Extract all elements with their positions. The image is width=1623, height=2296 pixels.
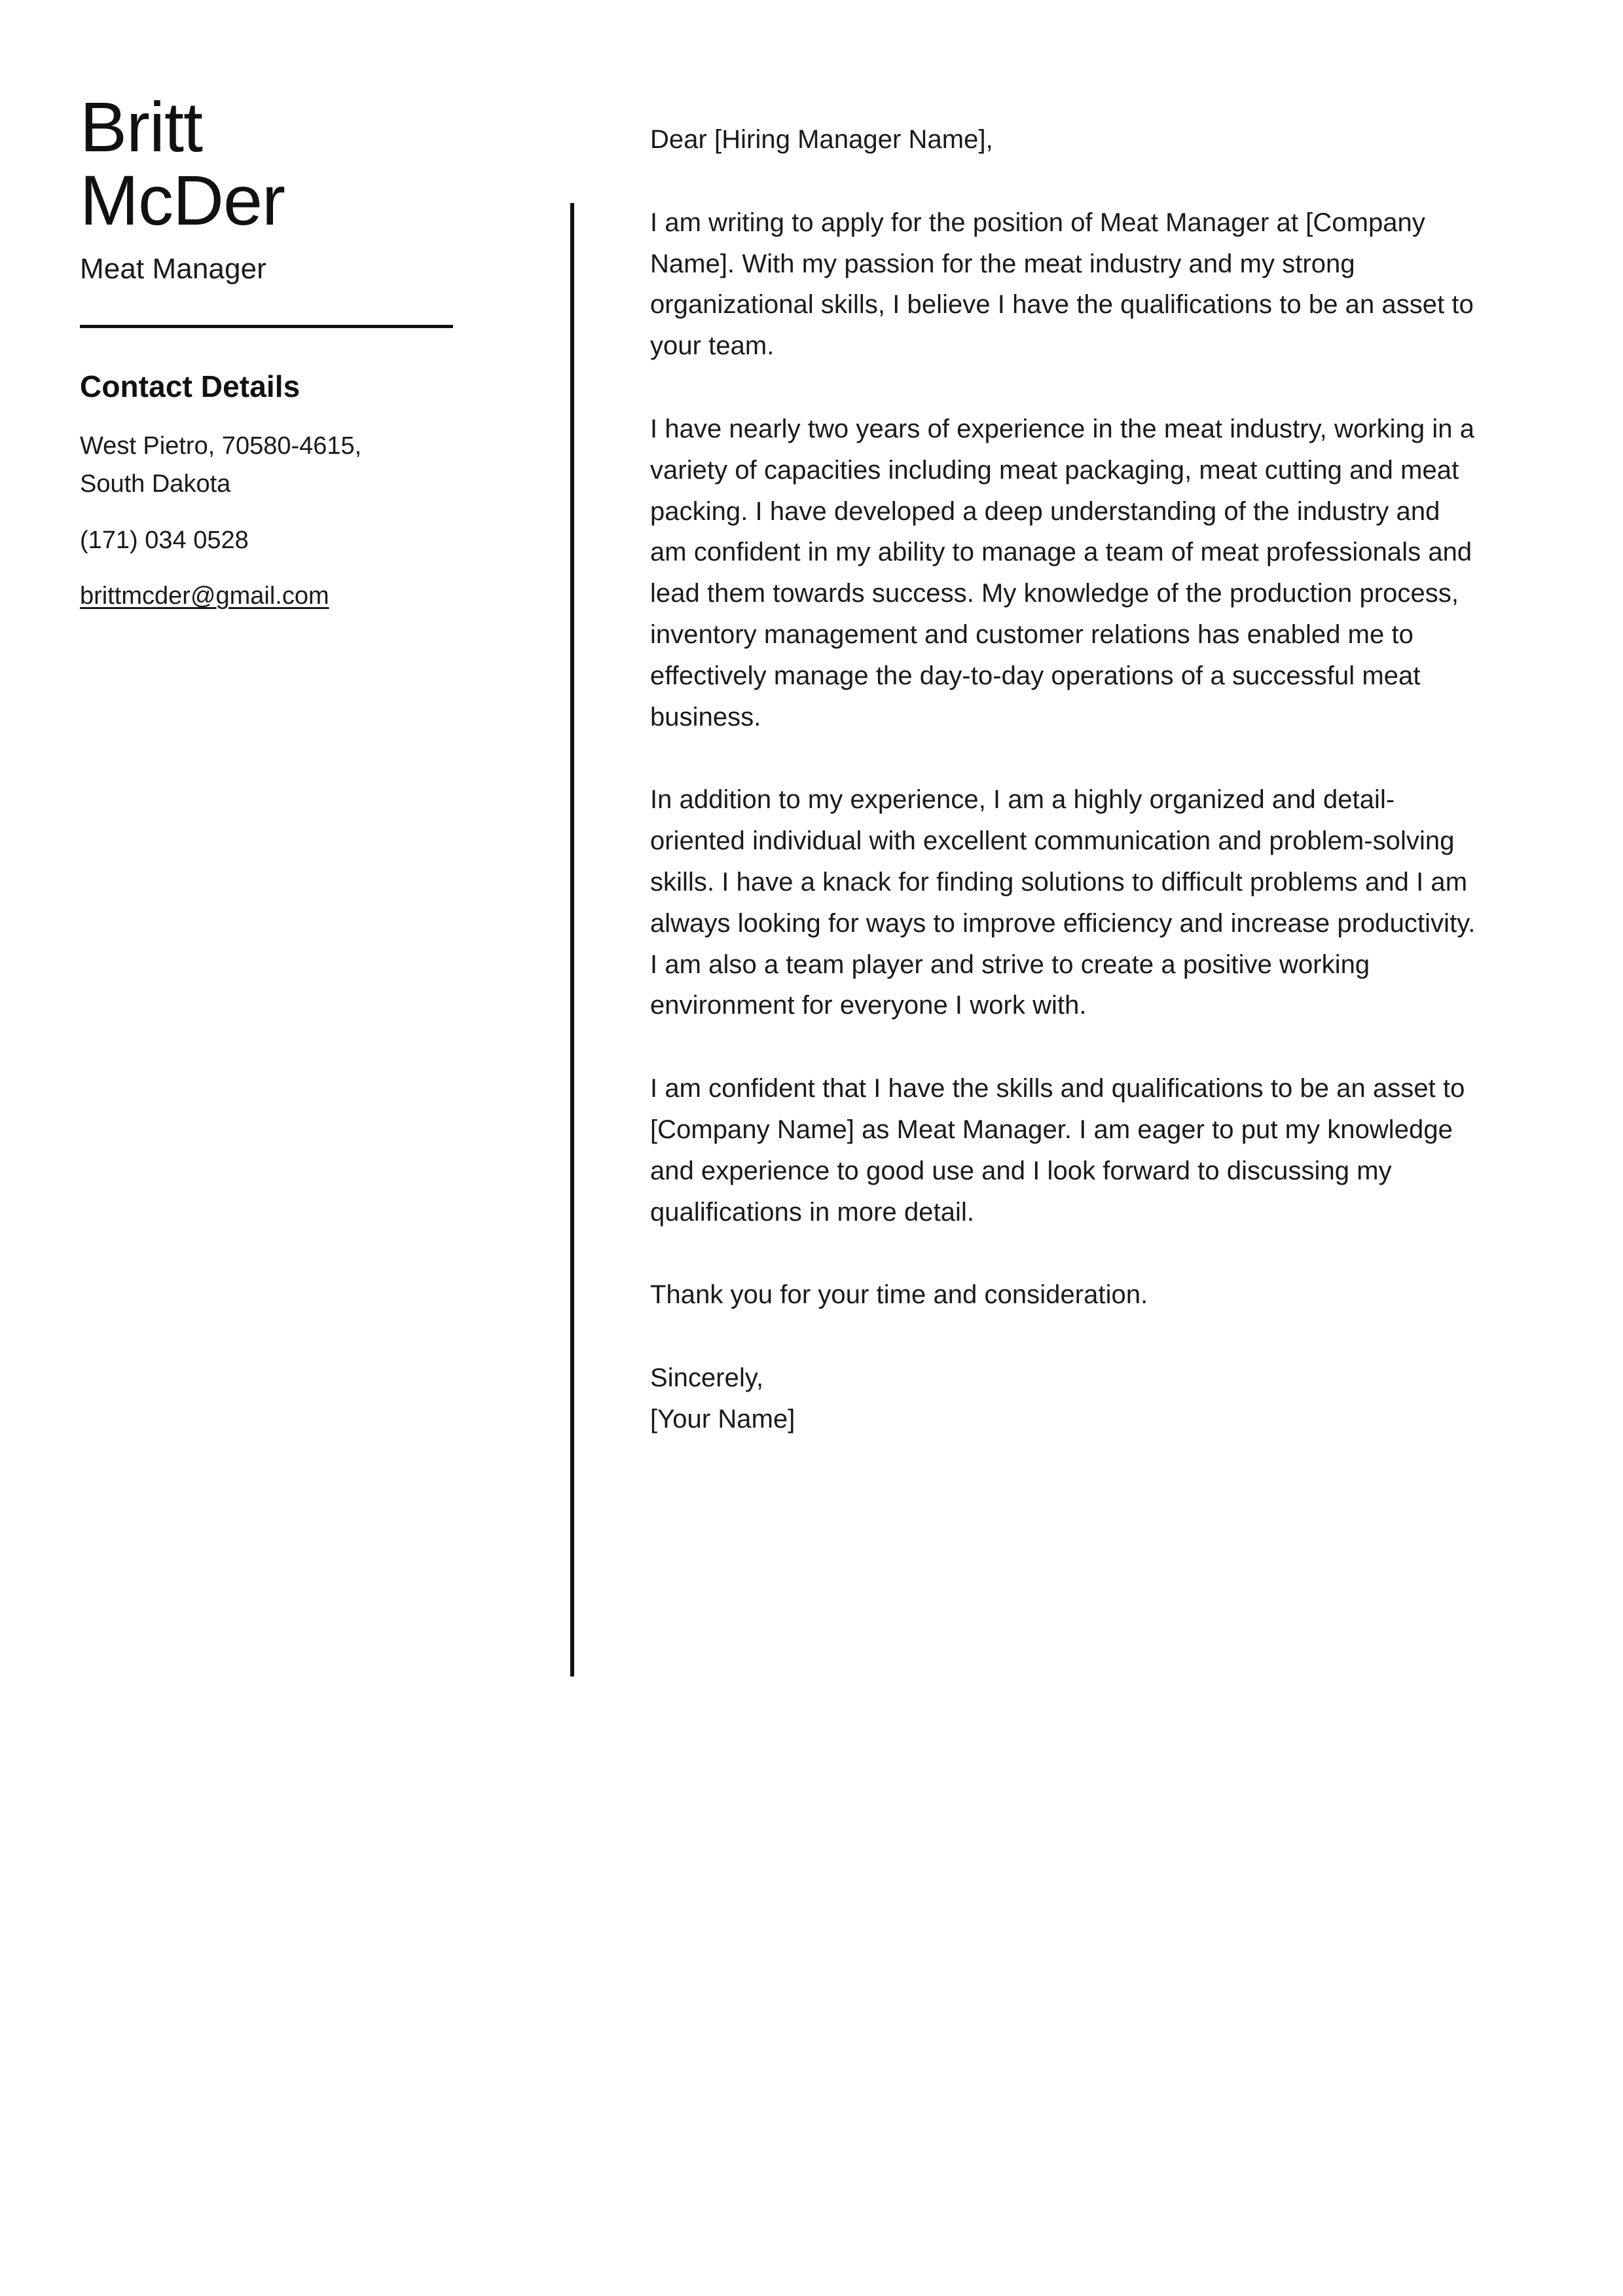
letter-paragraph-3: In addition to my experience, I am a highly organized and detail-oriented individual with excellent communication and problem-solving skills. I have a knack for finding solutions to difficult problems and I am always looking for ways to improve efficiency and increase productivity. I am also a team player and strive to create a positive working environment for everyone I work with.	[650, 785, 1476, 1020]
contact-address	[80, 428, 486, 504]
candidate-job-title: Meat Manager	[80, 253, 266, 285]
candidate-last-name: McDer	[80, 160, 285, 240]
letter-salutation: Dear [Hiring Manager Name],	[650, 125, 993, 154]
contact-details-heading: Contact Details	[80, 369, 301, 403]
letter-closing: Sincerely,	[650, 1363, 764, 1393]
contact-address-line-1: West Pietro, 70580-4615,	[80, 432, 362, 460]
vertical-divider	[570, 203, 574, 1676]
contact-details-list	[80, 428, 486, 616]
candidate-first-name: Britt	[80, 87, 203, 166]
sidebar-divider-rule	[80, 325, 453, 328]
letter-paragraph-4: I am confident that I have the skills and qualifications to be an asset to [Company Name] as Meat Manager. I am eager to put my knowledge and experience to good use and I look forward to discussing my qualifications in more detail.	[650, 1074, 1465, 1227]
letter-body	[650, 119, 1482, 1440]
contact-email-link[interactable]: brittmcder@gmail.com	[80, 582, 329, 610]
letter-thank-you: Thank you for your time and consideration.	[650, 1280, 1148, 1310]
letter-paragraph-2: I have nearly two years of experience in the meat industry, working in a variety of capacities including meat packaging, meat cutting and meat packing. I have developed a deep understanding of the industry and am confident in my ability to manage a team of meat professionals and lead them towards success. My knowledge of the production process, inventory management and customer relations has enabled me to effectively manage the day-to-day operations of a successful meat business.	[650, 414, 1475, 731]
contact-phone: (171) 034 0528	[80, 526, 249, 554]
letter-signature-name: [Your Name]	[650, 1404, 795, 1434]
letter-paragraph-1: I am writing to apply for the position of Meat Manager at [Company Name]. With my passion for the meat industry and my strong organizational skills, I believe I have the qualifications to be an asset to your team.	[650, 208, 1474, 361]
contact-email-row	[80, 578, 486, 616]
letter-signoff	[650, 1358, 1482, 1440]
sidebar	[80, 87, 486, 616]
contact-address-line-2: South Dakota	[80, 470, 231, 498]
candidate-name	[80, 87, 486, 240]
